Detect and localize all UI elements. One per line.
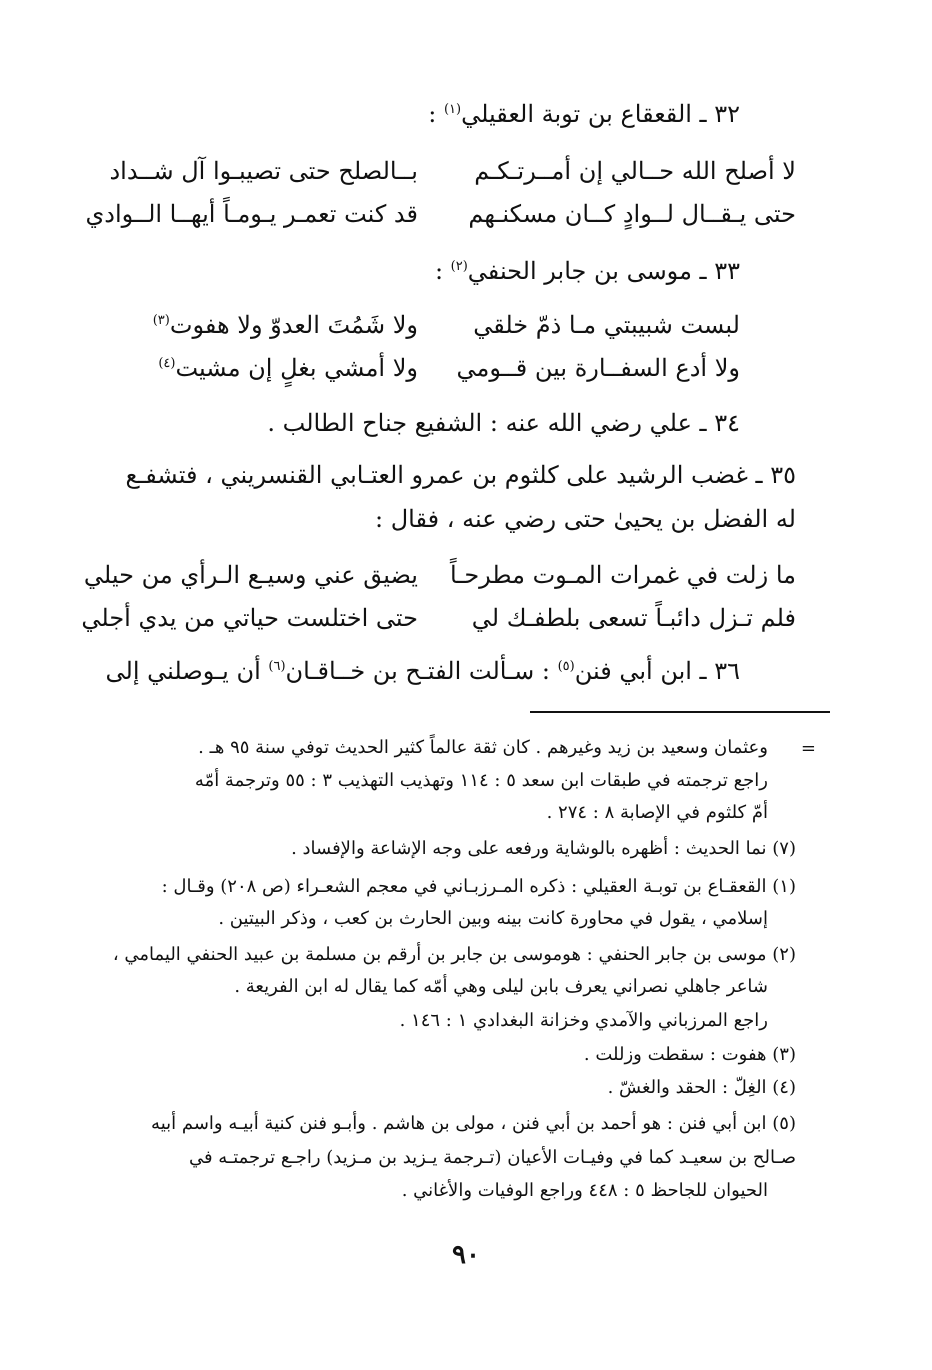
entry-32-title: ٣٢ ـ القعقاع بن توبة العقيلي (461, 100, 740, 128)
footnote-ref-3: (٣) (152, 313, 170, 328)
verse-35-2-hemistich-right: فلم تـزل دائبـاً تسعى بلطفـك لي (471, 604, 796, 632)
footnote-ref-5: (٥) (557, 659, 575, 674)
footnote-2-line-2: شاعر جاهلي نصراني يعرف بابن ليلى وهي أمّه كما يقال له ابن الفريعة . (234, 976, 768, 997)
entry-36-text-a: ٣٦ ـ ابن أبي فنن (574, 657, 740, 685)
entry-35-line-1: ٣٥ ـ غضب الرشيد على كلثوم بن عمرو العتـابي القنسريني ، فتشفـع (125, 461, 796, 489)
colon: : (434, 257, 451, 285)
verse-33-1-hemistich-left (153, 311, 418, 339)
footnote-separator (530, 711, 830, 713)
footnote-ref-6: (٦) (268, 659, 286, 674)
footnote-5-line-3: الحيوان للجاحظ ٥ : ٤٤٨ وراجع الوفيات والأغاني . (401, 1180, 768, 1201)
footnote-2-line-1: (٢) موسى بن جابر الحنفي : هوموسى بن جابر بن أرقم بن مسلمة بن عبيد الحنفي اليمامي ، (112, 944, 796, 965)
footnote-ref-4: (٤) (158, 356, 176, 371)
entry-36-text-b: : سـألت الفتـح بن خــاقـان (285, 657, 558, 685)
verse-35-1-hemistich-left: يضيق عني وسيـع الـرأي من حيلي (83, 561, 418, 589)
entry-33-title: ٣٣ ـ موسى بن جابر الحنفي (467, 257, 740, 285)
footnote-7: (٧) نما الحديث : أظهره بالوشاية ورفعه على وجه الإشاعة والإفساد . (291, 838, 796, 859)
footnote-3: (٣) هفوت : سقطت وزللت . (583, 1044, 796, 1065)
footnote-continuation-line-3: أمّ كلثوم في الإصابة ٨ : ٢٧٤ . (546, 802, 768, 823)
entry-35-line-2: له الفضل بن يحيىٰ حتى رضي عنه ، فقال : (375, 505, 796, 533)
footnote-continuation-line-2: راجع ترجمته في طبقات ابن سعد ٥ : ١١٤ وتهذيب التهذيب ٣ : ٥٥ وترجمة أمّه (194, 770, 768, 791)
verse-33-2-hemistich-right: ولا أدع السفــارة بين قــومي (456, 354, 740, 382)
verse-32-2-hemistich-right: حتى يـقــال لــوادٍ كــان مسكنـهم (468, 200, 796, 228)
verse-33-2-hemistich-left (158, 354, 418, 382)
verse-32-1-hemistich-left: بــالصلح حتى تصيبـوا آل شــداد (109, 157, 418, 185)
footnote-5-line-2: صـالح بن سعيـد كما في وفيـات الأعيان (تـرجمة يـزيد بن مـزيد) راجـع ترجمتـه في (188, 1147, 796, 1168)
footnote-1-line-2: إسلامي ، يقول في محاورة كانت بينه وبين الحارث بن كعب ، وذكر البيتين . (218, 908, 768, 929)
verse-32-1-hemistich-right: لا أصلح الله حــالي إن أمــرتـكـم (474, 157, 796, 185)
footnote-1-line-1: (١) القعقـاع بن توبـة العقيلي : ذكره المـرزبـاني في معجم الشعـراء (ص ٢٠٨) وقـال : (161, 876, 796, 897)
footnote-ref-2: (٢) (450, 259, 468, 274)
entry-32-heading (428, 100, 740, 128)
verse-33-1-left-text: ولا شَمُتَ العدوّ ولا هفوت (169, 311, 418, 339)
verse-35-1-hemistich-right: ما زلت في غمرات المـوت مطرحـاً (449, 561, 796, 589)
verse-35-2-hemistich-left: حتى اختلست حياتي من يدي أجلي (81, 604, 418, 632)
entry-36-text-c: أن يـوصلني إلى (105, 657, 269, 685)
footnote-5-line-1: (٥) ابن أبي فنن : هو أحمد بن أبي فنن ، مولى بن هاشم . وأبـو فنن كنية أبيـه واسم أبيه (151, 1113, 796, 1134)
verse-32-2-hemistich-left: قد كنت تعمـر يـومـاً أيهــا الــوادي (85, 200, 418, 228)
colon: : (428, 100, 444, 128)
footnote-continuation-line-1: وعثمان وسعيد بن زيد وغيرهم . كان ثقة عالماً كثير الحديث توفي سنة ٩٥ هـ . (198, 737, 768, 758)
footnote-4: (٤) الغِلّ : الحقد والغشّ . (607, 1077, 796, 1098)
verse-33-2-left-text: ولا أمشي بغلٍ إن مشيت (175, 354, 418, 382)
entry-36 (106, 657, 740, 685)
page-number: ٩٠ (452, 1240, 480, 1270)
footnote-ref-1: (١) (443, 102, 462, 117)
footnote-2-line-3: راجع المرزباني والآمدي وخزانة البغدادي ١ : ١٤٦ . (399, 1010, 768, 1031)
verse-33-1-hemistich-right: لبست شبيبتي مـا ذمّ خلقي (473, 311, 740, 339)
entry-33-heading (435, 257, 740, 285)
footnote-continuation-mark: = (800, 738, 816, 759)
entry-34: ٣٤ ـ علي رضي الله عنه : الشفيع جناح الطالب . (267, 409, 740, 437)
